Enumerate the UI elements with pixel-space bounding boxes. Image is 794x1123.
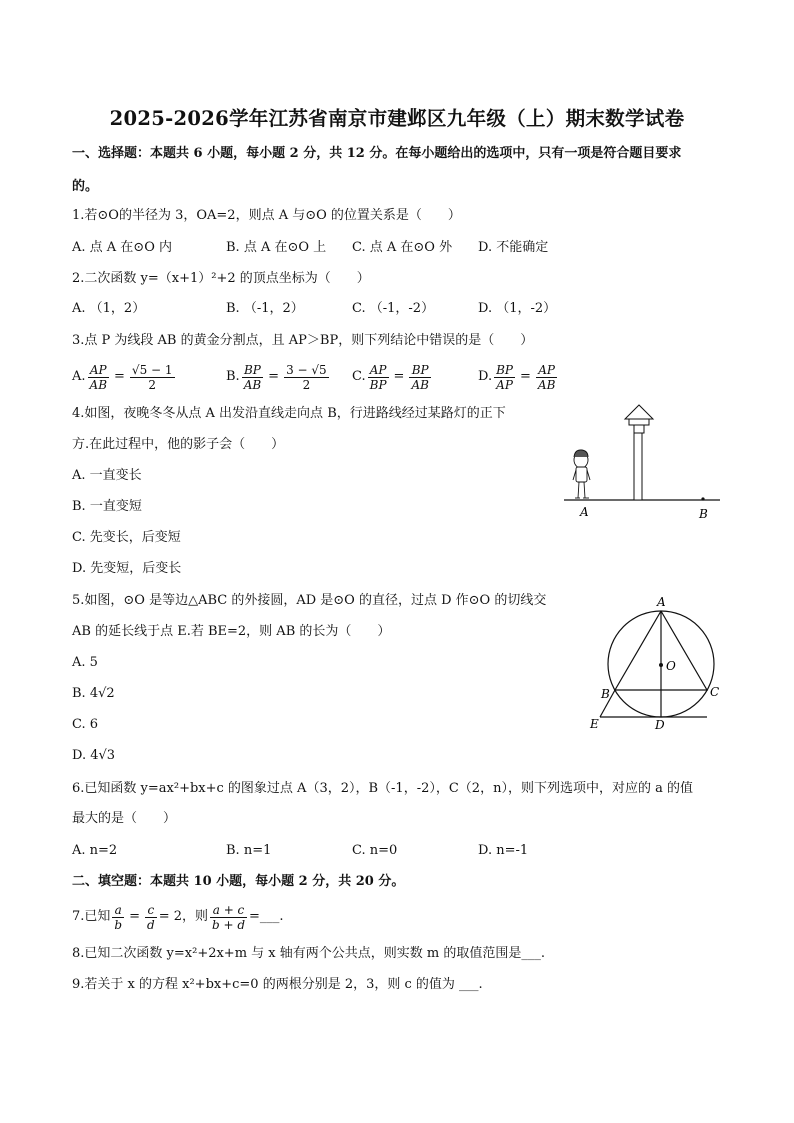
frac-num: a [112,903,124,918]
circle-triangle-figure [585,592,725,734]
frac-num: AP [536,363,557,378]
q1-option-d: D. 不能确定 [478,240,549,255]
q2-option-d: D. （1，-2） [478,301,557,316]
point-e-label: E [590,717,599,731]
q2-option-a: A. （1，2） [72,301,146,316]
q7-pre: 7.已知 [72,909,111,924]
boy-figure [573,450,590,498]
q4-stem: 4.如图，夜晚冬冬从点 A 出发沿直线走向点 B，行进路线经过某路灯的正下 [72,406,506,421]
q9-stem: 9.若关于 x 的方程 x²+bx+c=0 的两根分别是 2，3，则 c 的值为 ___. [72,977,483,992]
q3-option-c-label: C. [352,369,366,384]
q3-stem: 3.点 P 为线段 AB 的黄金分割点，且 AP＞BP，则下列结论中错误的是（ ） [72,333,534,348]
q7-post: =___. [249,909,284,924]
q4-stem-cont: 方.在此过程中，他的影子会（ ） [72,437,285,452]
q3-option-b-label: B. [226,369,240,384]
q3-option-b: B. $\frac{BP}{AB}$ = $\frac{3 - √5}{2}$ [226,360,331,394]
point-o-label: O [666,659,676,673]
frac-den: AB [537,377,556,392]
q6-option-c: C. n=0 [352,843,398,858]
q5-option-c: C. 6 [72,717,99,732]
point-a-label: A [657,595,666,609]
point-a-label: A [580,505,589,519]
q6-option-b: B. n=1 [226,843,272,858]
q3-option-a: A. $\frac{AP}{AB}$ = $\frac{√5 - 1}{2}$ [72,360,177,394]
q6-option-d: D. n=-1 [478,843,529,858]
q4-option-a: A. 一直变长 [72,468,142,483]
q2-stem: 2.二次函数 y=（x+1）²+2 的顶点坐标为（ ） [72,271,370,286]
frac-num: c [145,903,157,918]
frac-num: √5 − 1 [131,362,173,377]
q8-stem: 8.已知二次函数 y=x²+2x+m 与 x 轴有两个公共点，则实数 m 的取值范围是___. [72,946,545,961]
q7-equals-two: = 2，则 [158,909,208,924]
frac-den: AB [411,377,429,392]
frac-den: 2 [148,377,157,392]
q4-option-d: D. 先变短，后变长 [72,561,182,576]
frac-num: BP [496,362,513,377]
frac-den: AB [89,377,108,392]
q4-option-c: C. 先变长，后变短 [72,530,181,545]
frac-den: BP [369,377,387,392]
q3-option-d: D. $\frac{BP}{AP}$ = $\frac{AP}{AB}$ [478,360,559,394]
page-title: 2025-2026学年江苏省南京市建邺区九年级（上）期末数学试卷 [109,107,685,130]
q3-option-d-label: D. [478,369,493,384]
point-d-label: D [655,718,665,732]
q6-stem: 6.已知函数 y=ax²+bx+c 的图象过点 A（3，2），B（-1，-2），C（2，n），则下列选项中，对应的 a 的值 [72,781,693,796]
q1-option-c: C. 点 A 在⊙O 外 [352,240,453,255]
frac-den: b [114,917,123,932]
q6-option-a: A. n=2 [72,843,118,858]
q5-option-d: D. 4√3 [72,748,116,763]
frac-num: BP [409,363,430,378]
q6-stem-cont: 最大的是（ ） [72,811,177,826]
frac-num: BP [242,363,263,378]
q2-option-b: B. （-1，2） [226,301,304,316]
q3-option-c: C. $\frac{AP}{BP}$ = $\frac{BP}{AB}$ [352,360,433,394]
point-b-label: B [699,507,708,521]
streetlight-figure [560,402,726,524]
frac-den: AP [496,377,513,392]
point-b-label: B [601,687,610,701]
frac-num: 3 − √5 [286,362,327,377]
section1-heading: 一、选择题：本题共 6 小题，每小题 2 分，共 12 分。在每小题给出的选项中，只有一项是符合题目要求 [72,146,682,161]
q5-option-b: B. 4√2 [72,686,115,701]
q1-option-a: A. 点 A 在⊙O 内 [72,240,172,255]
q5-stem-cont: AB 的延长线于点 E.若 BE=2，则 AB 的长为（ ） [72,624,391,639]
point-c-label: C [710,685,720,699]
q5-option-a: A. 5 [72,655,98,670]
q1-option-b: B. 点 A 在⊙O 上 [226,240,327,255]
q1-stem: 1.若⊙O的半径为 3，OA=2，则点 A 与⊙O 的位置关系是（ ） [72,208,461,223]
frac-den: AB [243,377,262,392]
frac-num: AP [88,363,109,378]
section2-heading: 二、填空题：本题共 10 小题，每小题 2 分，共 20 分。 [72,874,405,889]
q7-stem: 7.已知 $\frac{a}{b}$ = $\frac{c}{d}$ = 2，则 $\frac{a + c}{b + d}$ =___. [72,900,284,934]
frac-den: 2 [302,377,311,392]
q2-option-c: C. （-1，-2） [352,301,435,316]
frac-num: AP [368,363,389,378]
frac-num: a + c [210,903,247,918]
section1-heading-cont: 的。 [72,179,99,194]
q3-option-a-label: A. [72,369,86,384]
frac-den: d [147,917,155,932]
q5-stem: 5.如图，⊙O 是等边△ABC 的外接圆，AD 是⊙O 的直径，过点 D 作⊙O 的切线交 [72,593,547,608]
frac-den: b + d [211,917,246,932]
q4-option-b: B. 一直变短 [72,499,142,514]
